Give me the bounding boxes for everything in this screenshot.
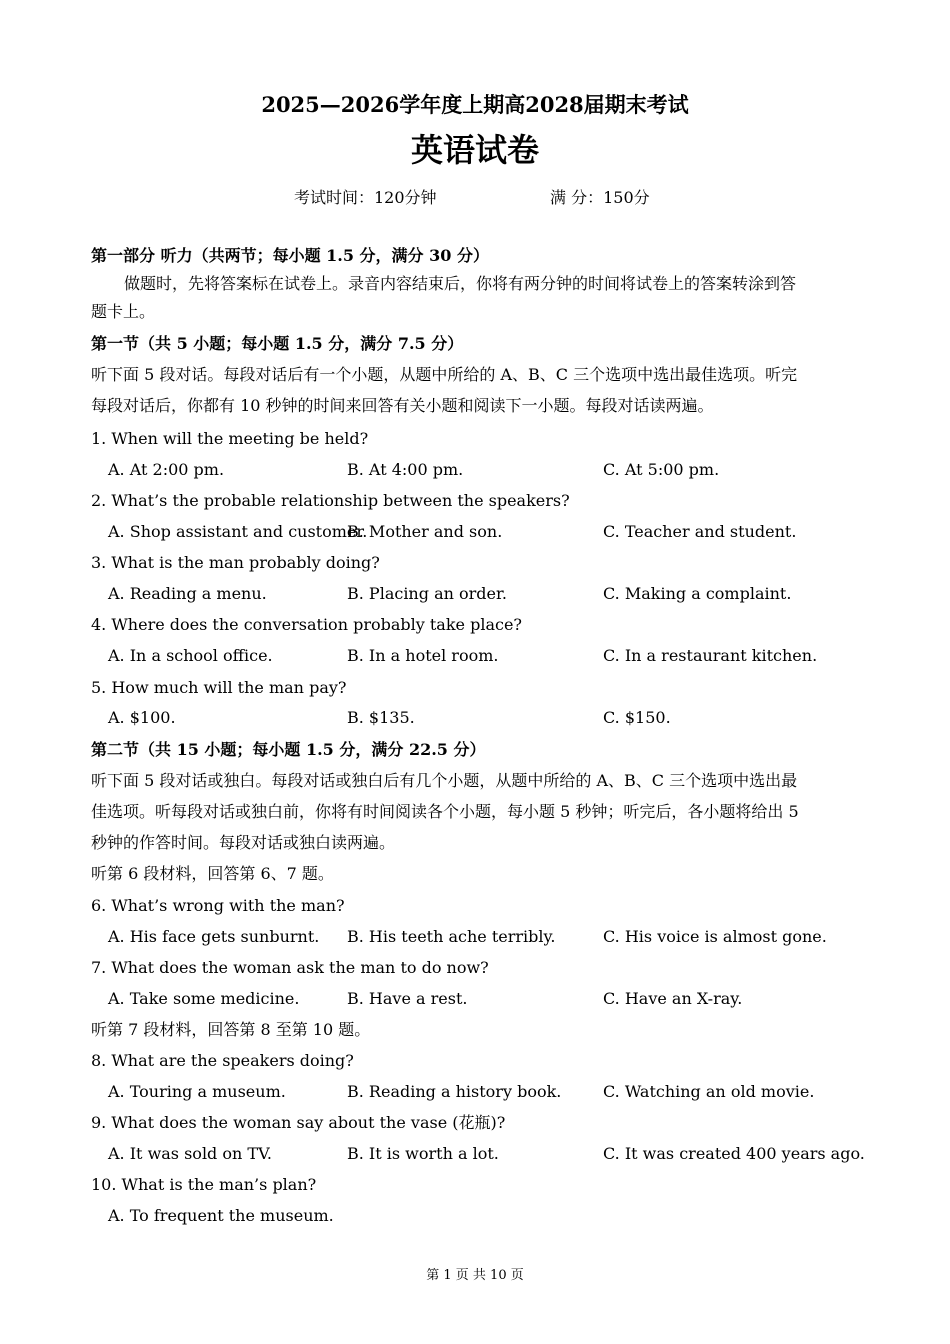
q8-option-c: C. Watching an old movie. (603, 1082, 815, 1101)
q9-option-b: B. It is worth a lot. (347, 1144, 499, 1163)
q6-option-b: B. His teeth ache terribly. (347, 927, 556, 946)
q5-option-a: A. $100. (108, 708, 176, 727)
question-9: 9. What does the woman say about the vase (花瓶)? (91, 1113, 506, 1132)
q1-option-c: C. At 5:00 pm. (603, 460, 720, 479)
part1-heading: 第一部分 听力（共两节；每小题 1.5 分，满分 30 分） (91, 246, 489, 265)
part1-instruction-cont: 题卡上。 (91, 302, 156, 321)
q4-option-c: C. In a restaurant kitchen. (603, 646, 818, 665)
q1-option-a: A. At 2:00 pm. (108, 460, 225, 479)
q7-option-c: C. Have an X-ray. (603, 989, 743, 1008)
q1-option-b: B. At 4:00 pm. (347, 460, 464, 479)
question-5: 5. How much will the man pay? (91, 678, 347, 697)
question-6: 6. What’s wrong with the man? (91, 896, 345, 915)
section2-instruction-cont1: 佳选项。听每段对话或独白前，你将有时间阅读各个小题，每小题 5 秒钟；听完后，各小题将给出 5 (91, 802, 799, 821)
question-4: 4. Where does the conversation probably take place? (91, 615, 522, 634)
exam-time: 考试时间：120分钟 (294, 188, 437, 207)
q3-option-b: B. Placing an order. (347, 584, 507, 603)
question-7: 7. What does the woman ask the man to do now? (91, 958, 489, 977)
q9-option-c: C. It was created 400 years ago. (603, 1144, 865, 1163)
q7-option-b: B. Have a rest. (347, 989, 468, 1008)
q8-option-a: A. Touring a museum. (108, 1082, 286, 1101)
section2-heading: 第二节（共 15 小题；每小题 1.5 分，满分 22.5 分） (91, 740, 486, 759)
material-6-note: 听第 6 段材料，回答第 6、7 题。 (91, 864, 334, 883)
q3-option-c: C. Making a complaint. (603, 584, 792, 603)
question-1: 1. When will the meeting be held? (91, 429, 369, 448)
part1-instruction: 做题时，先将答案标在试卷上。录音内容结束后，你将有两分钟的时间将试卷上的答案转涂到答 (124, 274, 797, 293)
section1-heading: 第一节（共 5 小题；每小题 1.5 分，满分 7.5 分） (91, 334, 464, 353)
q6-option-a: A. His face gets sunburnt. (108, 927, 320, 946)
q2-option-a: A. Shop assistant and customer. (108, 522, 368, 541)
section2-instruction-cont2: 秒钟的作答时间。每段对话或独白读两遍。 (91, 833, 396, 852)
question-8: 8. What are the speakers doing? (91, 1051, 354, 1070)
material-7-note: 听第 7 段材料，回答第 8 至第 10 题。 (91, 1020, 371, 1039)
q5-option-c: C. $150. (603, 708, 671, 727)
q10-option-a: A. To frequent the museum. (108, 1206, 334, 1225)
subject-title: 英语试卷 (410, 131, 539, 169)
section1-instruction-cont: 每段对话后，你都有 10 秒钟的时间来回答有关小题和阅读下一小题。每段对话读两遍。 (91, 396, 714, 415)
q2-option-c: C. Teacher and student. (603, 522, 797, 541)
q3-option-a: A. Reading a menu. (108, 584, 267, 603)
q5-option-b: B. $135. (347, 708, 415, 727)
question-10: 10. What is the man’s plan? (91, 1175, 317, 1194)
q4-option-a: A. In a school office. (108, 646, 273, 665)
q9-option-a: A. It was sold on TV. (108, 1144, 272, 1163)
page-number: 第 1 页 共 10 页 (426, 1268, 524, 1283)
section2-instruction: 听下面 5 段对话或独白。每段对话或独白后有几个小题，从题中所给的 A、B、C 三个选项中选出最 (91, 771, 798, 790)
exam-title: 2025—2026学年度上期高2028届期末考试 (261, 92, 689, 117)
q8-option-b: B. Reading a history book. (347, 1082, 562, 1101)
q7-option-a: A. Take some medicine. (108, 989, 300, 1008)
question-3: 3. What is the man probably doing? (91, 553, 380, 572)
full-score: 满 分：150分 (550, 188, 650, 207)
q6-option-c: C. His voice is almost gone. (603, 927, 827, 946)
section1-instruction: 听下面 5 段对话。每段对话后有一个小题，从题中所给的 A、B、C 三个选项中选出最佳选项。听完 (91, 365, 798, 384)
q4-option-b: B. In a hotel room. (347, 646, 499, 665)
question-2: 2. What’s the probable relationship between the speakers? (91, 491, 570, 510)
q2-option-b: B. Mother and son. (347, 522, 503, 541)
